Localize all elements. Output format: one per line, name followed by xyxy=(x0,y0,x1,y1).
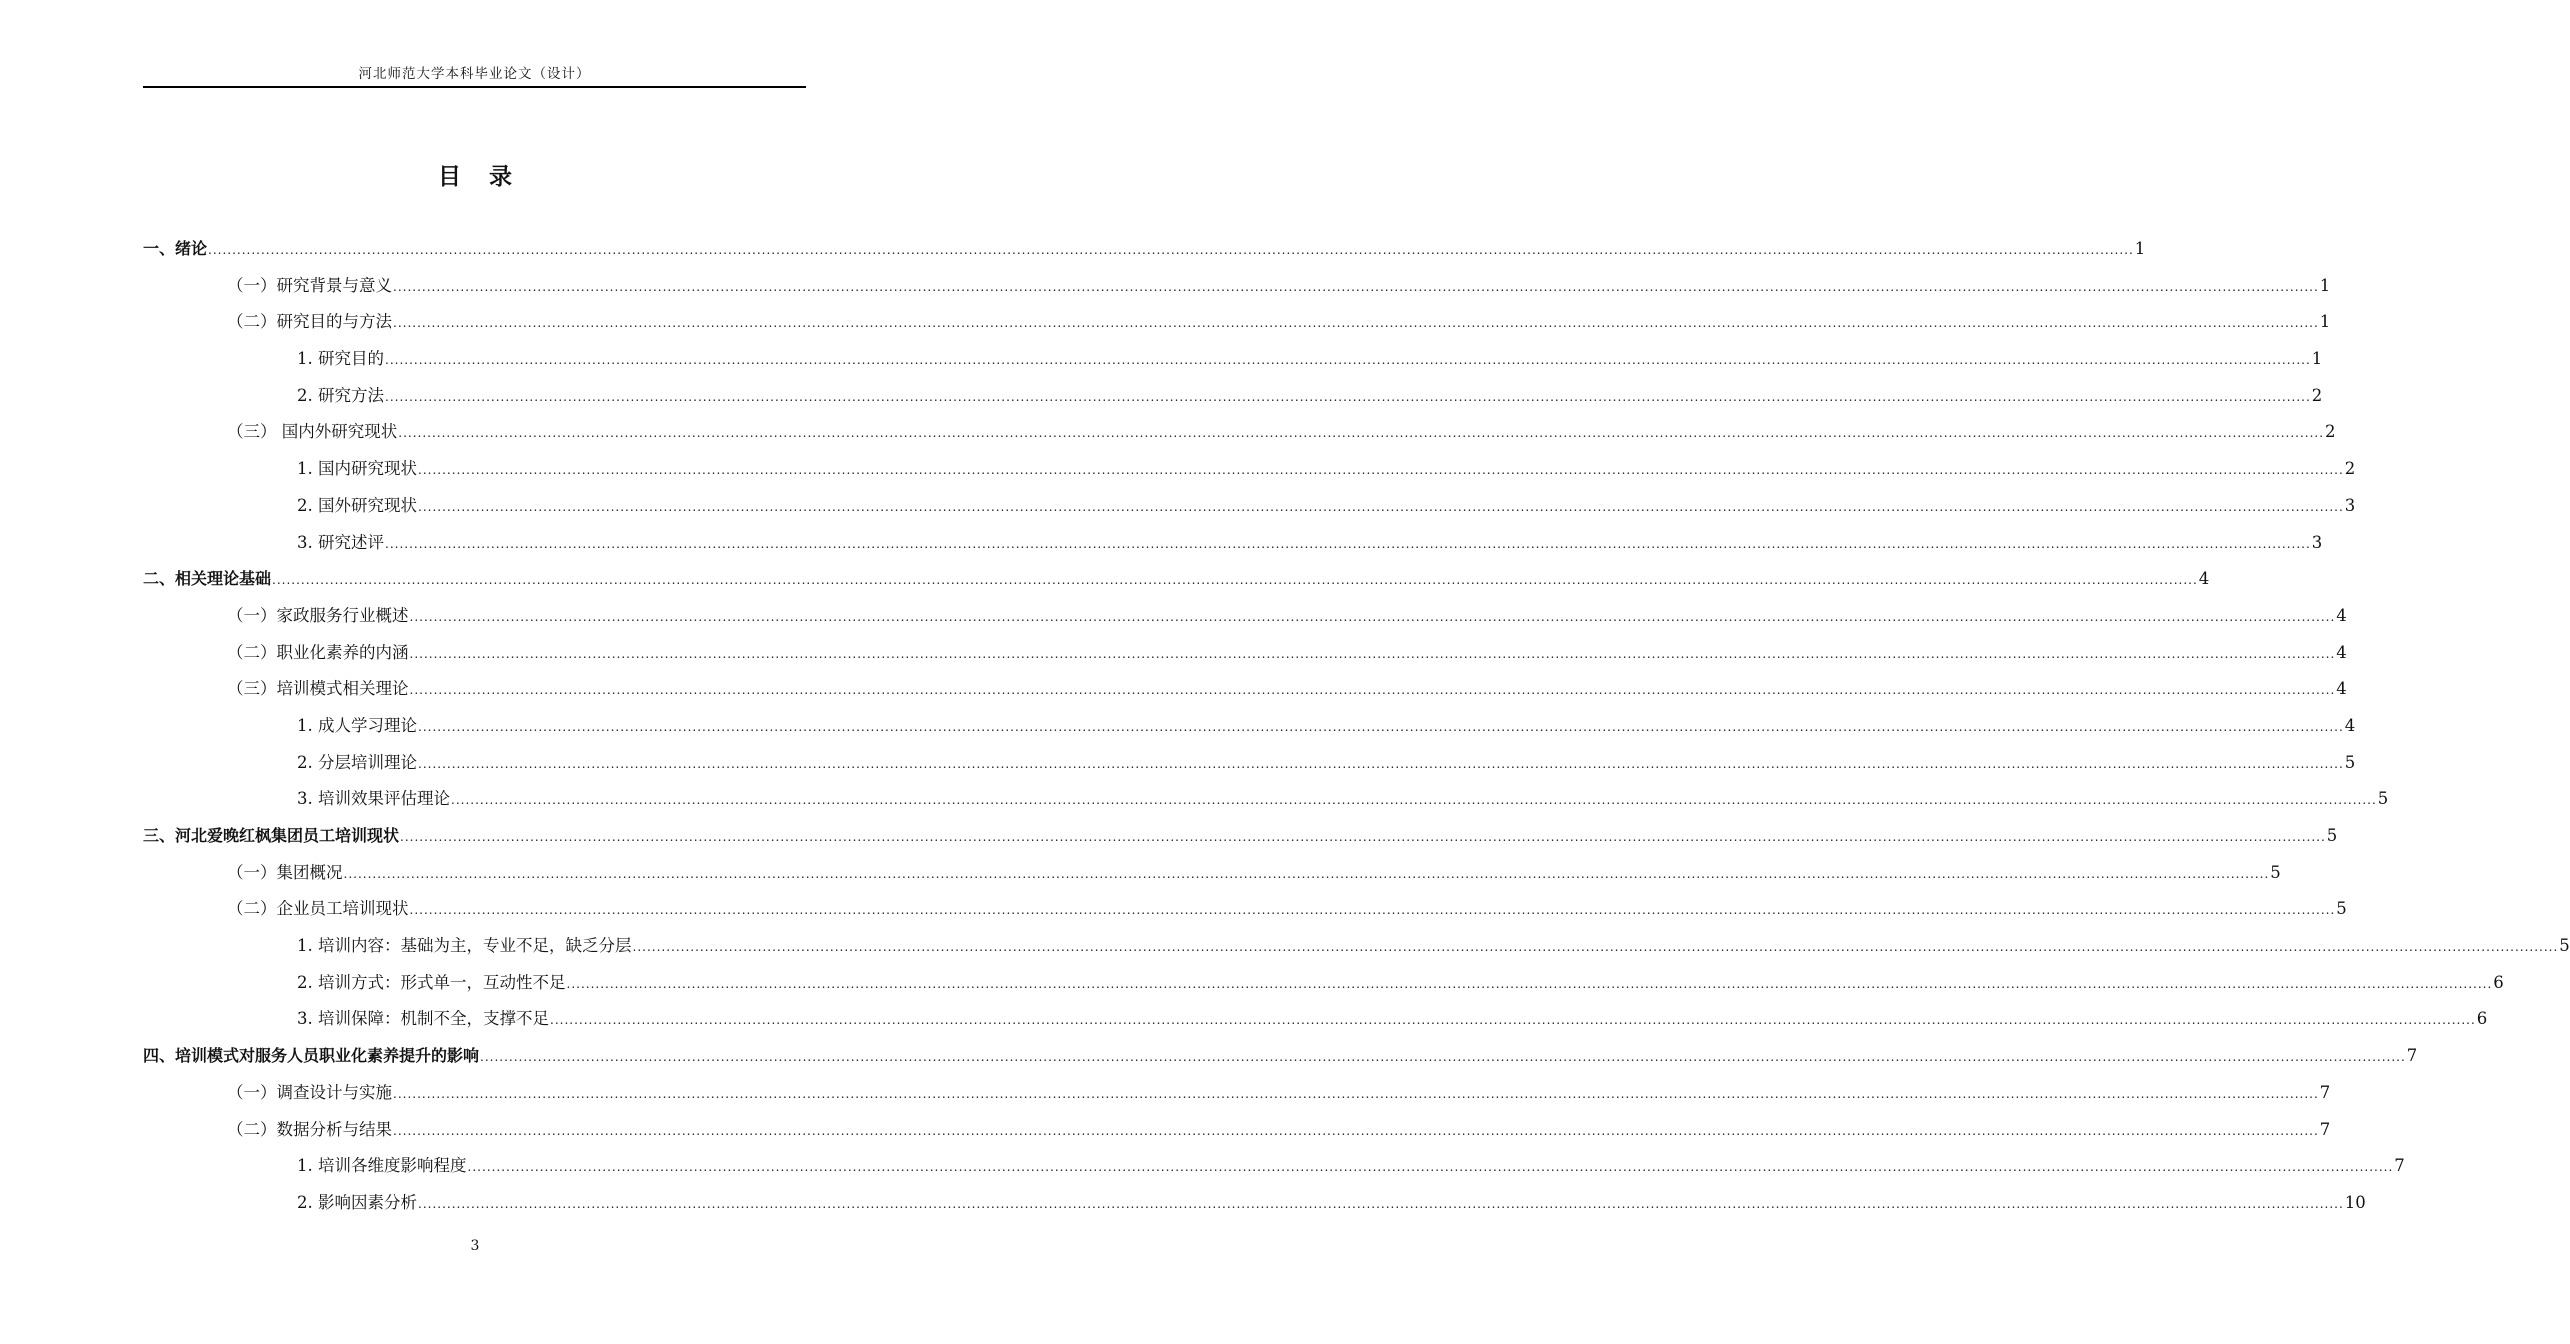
toc-entry-label: 1. 国内研究现状 xyxy=(297,459,417,479)
toc-entry[interactable] xyxy=(143,781,2389,818)
toc-dot-leader: ................................................................................................................................................................................................................................................................................................................................................................................................................ xyxy=(418,463,2344,478)
toc-entry[interactable] xyxy=(143,525,2323,562)
toc-entry[interactable] xyxy=(143,708,2356,745)
toc-entry[interactable] xyxy=(143,231,2146,268)
toc-dot-leader: ................................................................................................................................................................................................................................................................................................................................................................................................................ xyxy=(272,573,2198,588)
toc-entry[interactable] xyxy=(143,598,2347,635)
toc-entry-label: 3. 培训效果评估理论 xyxy=(297,789,450,809)
toc-entry[interactable] xyxy=(143,1001,2488,1038)
page-header: 河北师范大学本科毕业论文（设计） xyxy=(143,64,806,88)
toc-dot-leader: ................................................................................................................................................................................................................................................................................................................................................................................................................ xyxy=(418,1196,2344,1211)
toc-dot-leader: ................................................................................................................................................................................................................................................................................................................................................................................................................ xyxy=(409,903,2336,918)
toc-entry-label: 1. 成人学习理论 xyxy=(297,715,417,735)
toc-entry-label: 1. 研究目的 xyxy=(297,349,384,369)
toc-entry-label: 2. 研究方法 xyxy=(297,385,384,405)
toc-entry-page: 1 xyxy=(2311,349,2323,369)
toc-dot-leader: ................................................................................................................................................................................................................................................................................................................................................................................................................ xyxy=(385,389,2311,404)
toc-entry-label: 3. 研究述评 xyxy=(297,532,384,552)
toc-entry-page: 6 xyxy=(2493,972,2504,992)
toc-dot-leader: ................................................................................................................................................................................................................................................................................................................................................................................................................ xyxy=(451,793,2377,808)
toc-entry-page: 1 xyxy=(2319,312,2331,332)
toc-entry[interactable] xyxy=(143,671,2347,708)
toc-entry[interactable] xyxy=(143,268,2331,305)
toc-dot-leader: ................................................................................................................................................................................................................................................................................................................................................................................................................ xyxy=(418,719,2344,734)
toc-entry-label: （一）家政服务行业概述 xyxy=(227,605,409,625)
toc-entry-page: 1 xyxy=(2134,239,2146,258)
table-of-contents xyxy=(143,231,2570,1222)
toc-entry[interactable] xyxy=(143,378,2323,415)
toc-dot-leader: ................................................................................................................................................................................................................................................................................................................................................................................................................ xyxy=(385,536,2311,551)
toc-entry-page: 3 xyxy=(2344,495,2356,515)
toc-entry[interactable] xyxy=(143,635,2347,672)
toc-entry-label: （一）研究背景与意义 xyxy=(227,275,392,295)
toc-dot-leader: ................................................................................................................................................................................................................................................................................................................................................................................................................ xyxy=(398,426,2325,441)
toc-entry-label: （一）集团概况 xyxy=(227,862,343,882)
toc-entry-label: 2. 培训方式：形式单一，互动性不足 xyxy=(297,972,566,992)
toc-dot-leader: ................................................................................................................................................................................................................................................................................................................................................................................................................ xyxy=(393,279,2319,294)
toc-entry-page: 4 xyxy=(2344,715,2356,735)
toc-entry-page: 7 xyxy=(2319,1082,2331,1102)
toc-entry[interactable] xyxy=(143,1185,2366,1222)
toc-entry[interactable] xyxy=(143,1148,2405,1185)
toc-dot-leader: ................................................................................................................................................................................................................................................................................................................................................................................................................ xyxy=(385,353,2311,368)
toc-entry-label: 四、培训模式对服务人员职业化素养提升的影响 xyxy=(143,1046,480,1066)
toc-title xyxy=(0,158,950,191)
toc-dot-leader: ................................................................................................................................................................................................................................................................................................................................................................................................................ xyxy=(632,940,2559,955)
toc-entry-label: 3. 培训保障：机制不全，支撑不足 xyxy=(297,1009,549,1029)
toc-entry-label: （二）数据分析与结果 xyxy=(227,1119,392,1139)
toc-entry-page: 2 xyxy=(2325,422,2336,442)
toc-entry-page: 10 xyxy=(2344,1192,2366,1212)
toc-entry-page: 5 xyxy=(2377,789,2389,809)
toc-dot-leader: ................................................................................................................................................................................................................................................................................................................................................................................................................ xyxy=(409,646,2336,661)
toc-entry[interactable] xyxy=(143,1112,2331,1149)
toc-dot-leader: ................................................................................................................................................................................................................................................................................................................................................................................................................ xyxy=(343,866,2270,881)
toc-entry-page: 4 xyxy=(2198,569,2210,589)
toc-entry-label: 三、河北爱晚红枫集团员工培训现状 xyxy=(143,826,400,845)
toc-entry-label: 一、绪论 xyxy=(143,239,208,258)
toc-entry-page: 1 xyxy=(2319,275,2331,295)
toc-entry-page: 7 xyxy=(2394,1156,2405,1176)
toc-entry-page: 7 xyxy=(2319,1119,2331,1139)
toc-dot-leader: ................................................................................................................................................................................................................................................................................................................................................................................................................ xyxy=(566,976,2493,991)
toc-entry-label: 1. 培训内容：基础为主，专业不足，缺乏分层 xyxy=(297,936,632,956)
toc-entry-page: 2 xyxy=(2344,459,2356,479)
toc-dot-leader: ................................................................................................................................................................................................................................................................................................................................................................................................................ xyxy=(400,830,2326,844)
toc-entry[interactable] xyxy=(143,1038,2418,1075)
toc-dot-leader: ................................................................................................................................................................................................................................................................................................................................................................................................................ xyxy=(418,499,2344,514)
toc-entry-page: 4 xyxy=(2336,605,2347,625)
toc-dot-leader: ................................................................................................................................................................................................................................................................................................................................................................................................................ xyxy=(393,1086,2319,1101)
toc-entry-label: （一）调查设计与实施 xyxy=(227,1082,392,1102)
toc-dot-leader: ................................................................................................................................................................................................................................................................................................................................................................................................................ xyxy=(467,1160,2394,1175)
toc-entry-label: 二、相关理论基础 xyxy=(143,569,272,589)
toc-entry-page: 5 xyxy=(2326,826,2338,845)
toc-entry[interactable] xyxy=(143,561,2210,598)
toc-entry[interactable] xyxy=(143,965,2504,1002)
toc-title-part1: 目 xyxy=(438,164,461,190)
toc-entry[interactable] xyxy=(143,451,2356,488)
toc-entry-page: 7 xyxy=(2406,1046,2418,1066)
toc-dot-leader: ................................................................................................................................................................................................................................................................................................................................................................................................................ xyxy=(480,1050,2406,1065)
toc-entry-page: 5 xyxy=(2270,862,2281,882)
page-number: 3 xyxy=(470,1238,480,1254)
toc-entry-label: （三）培训模式相关理论 xyxy=(227,679,409,699)
toc-entry[interactable] xyxy=(143,818,2338,855)
toc-entry[interactable] xyxy=(143,488,2356,525)
toc-dot-leader: ................................................................................................................................................................................................................................................................................................................................................................................................................ xyxy=(208,243,2134,257)
toc-entry-page: 5 xyxy=(2559,936,2570,956)
toc-entry[interactable] xyxy=(143,414,2336,451)
toc-dot-leader: ................................................................................................................................................................................................................................................................................................................................................................................................................ xyxy=(550,1013,2476,1028)
toc-entry-page: 5 xyxy=(2344,752,2356,772)
toc-entry-page: 4 xyxy=(2336,642,2347,662)
toc-entry-page: 5 xyxy=(2336,899,2347,919)
toc-entry[interactable] xyxy=(143,304,2331,341)
toc-entry-page: 4 xyxy=(2336,679,2347,699)
toc-dot-leader: ................................................................................................................................................................................................................................................................................................................................................................................................................ xyxy=(409,609,2336,624)
toc-entry-page: 3 xyxy=(2311,532,2323,552)
toc-entry-label: 2. 分层培训理论 xyxy=(297,752,417,772)
toc-entry-label: （二）企业员工培训现状 xyxy=(227,899,409,919)
toc-entry[interactable] xyxy=(143,855,2281,892)
toc-dot-leader: ................................................................................................................................................................................................................................................................................................................................................................................................................ xyxy=(418,756,2344,771)
toc-entry[interactable] xyxy=(143,1075,2331,1112)
toc-entry-label: （二）职业化素养的内涵 xyxy=(227,642,409,662)
toc-title-part2: 录 xyxy=(489,164,512,190)
toc-dot-leader: ................................................................................................................................................................................................................................................................................................................................................................................................................ xyxy=(393,316,2319,331)
toc-dot-leader: ................................................................................................................................................................................................................................................................................................................................................................................................................ xyxy=(409,683,2336,698)
toc-entry-label: （二）研究目的与方法 xyxy=(227,312,392,332)
toc-entry-label: 2. 影响因素分析 xyxy=(297,1192,417,1212)
toc-entry-label: 2. 国外研究现状 xyxy=(297,495,417,515)
toc-entry[interactable] xyxy=(143,341,2323,378)
toc-entry-label: （三） 国内外研究现状 xyxy=(227,422,398,442)
toc-entry[interactable] xyxy=(143,745,2356,782)
toc-entry[interactable] xyxy=(143,928,2570,965)
toc-entry[interactable] xyxy=(143,891,2347,928)
toc-entry-label: 1. 培训各维度影响程度 xyxy=(297,1156,467,1176)
toc-dot-leader: ................................................................................................................................................................................................................................................................................................................................................................................................................ xyxy=(393,1123,2319,1138)
toc-entry-page: 2 xyxy=(2311,385,2323,405)
toc-entry-page: 6 xyxy=(2476,1009,2488,1029)
